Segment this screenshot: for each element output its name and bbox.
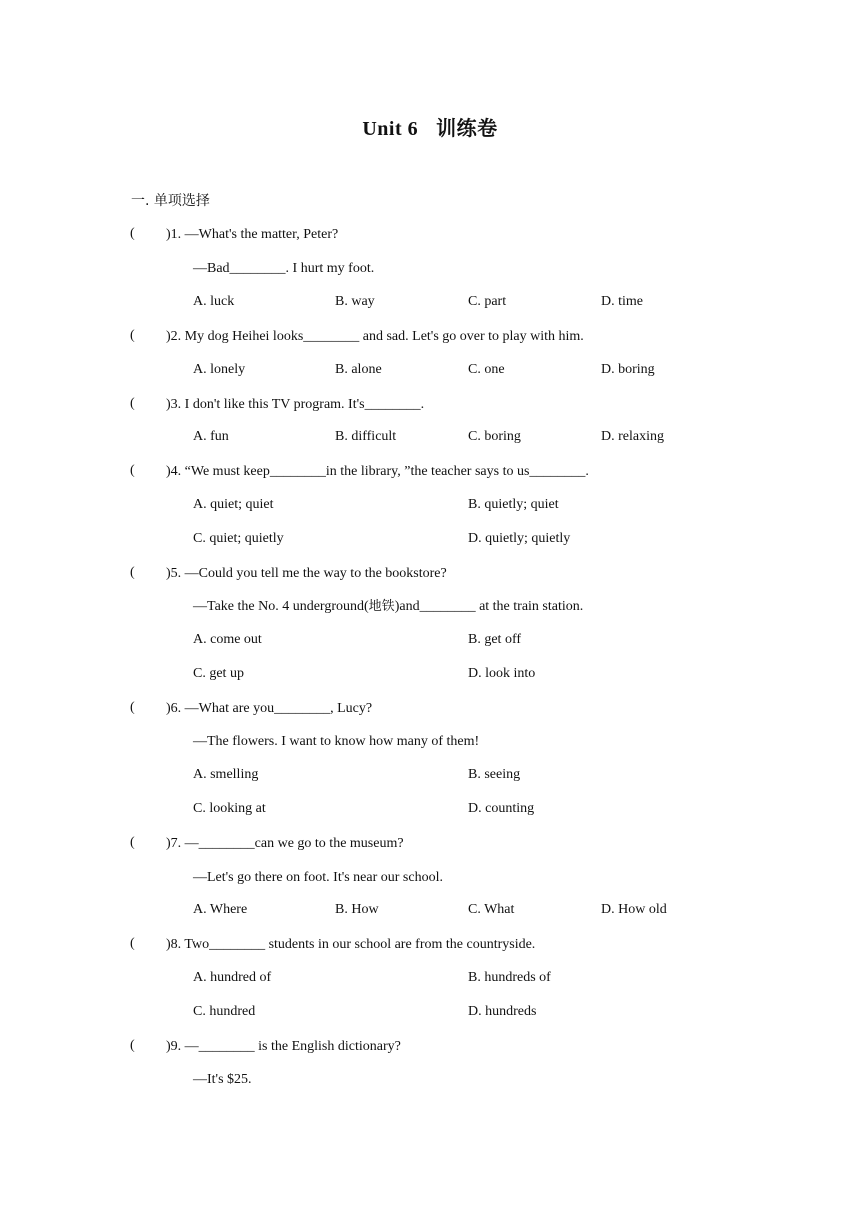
- question-5-option-d: D. look into: [468, 666, 536, 681]
- question-5-option-a: A. come out: [193, 632, 262, 647]
- question-6-option-a: A. smelling: [193, 767, 259, 782]
- answer-paren: (: [130, 463, 135, 478]
- answer-paren: (: [130, 936, 135, 951]
- question-5-sub-chinese: 地铁: [368, 599, 395, 614]
- question-2-option-a: A. lonely: [193, 362, 246, 377]
- question-2-option-c: C. one: [468, 362, 505, 377]
- question-5-stem: )5. —Could you tell me the way to the bookstore?: [166, 566, 447, 581]
- question-6-option-b: B. seeing: [468, 767, 521, 782]
- question-4-option-d: D. quietly; quietly: [468, 531, 571, 546]
- question-8-option-a: A. hundred of: [193, 970, 272, 985]
- question-8-option-c: C. hundred: [193, 1004, 256, 1019]
- answer-paren: (: [130, 396, 135, 411]
- answer-paren: (: [130, 226, 135, 241]
- question-7-option-a: A. Where: [193, 902, 248, 917]
- answer-paren: (: [130, 1038, 135, 1053]
- question-3-option-d: D. relaxing: [601, 429, 664, 444]
- answer-paren: (: [130, 700, 135, 715]
- question-6-option-d: D. counting: [468, 801, 535, 816]
- question-4-stem: )4. “We must keep________in the library, ”the teacher says to us________.: [166, 464, 589, 479]
- answer-paren: (: [130, 565, 135, 580]
- question-5-sub-part-a: —Take the No. 4 underground(: [193, 599, 369, 614]
- question-8-option-b: B. hundreds of: [468, 970, 551, 985]
- question-9-stem: )9. —________ is the English dictionary?: [166, 1039, 401, 1054]
- question-3-stem: )3. I don't like this TV program. It's________.: [166, 397, 425, 412]
- section-heading: 一. 单项选择: [131, 193, 210, 209]
- question-7-option-c: C. What: [468, 902, 515, 917]
- question-5-sub-part-b: )and________ at the train station.: [394, 599, 584, 614]
- question-5-option-c: C. get up: [193, 666, 244, 681]
- page-title: [0, 112, 860, 141]
- question-1-option-b: B. way: [335, 294, 375, 309]
- question-1-option-d: D. time: [601, 294, 643, 309]
- answer-paren: (: [130, 835, 135, 850]
- question-2-stem: )2. My dog Heihei looks________ and sad. Let's go over to play with him.: [166, 329, 584, 344]
- question-6-sub: —The flowers. I want to know how many of them!: [193, 734, 480, 749]
- question-7-option-d: D. How old: [601, 902, 667, 917]
- question-6-stem: )6. —What are you________, Lucy?: [166, 701, 373, 716]
- question-7-option-b: B. How: [335, 902, 379, 917]
- question-6-option-c: C. looking at: [193, 801, 266, 816]
- answer-paren: (: [130, 328, 135, 343]
- question-4-option-c: C. quiet; quietly: [193, 531, 284, 546]
- question-2-option-d: D. boring: [601, 362, 655, 377]
- question-1-option-c: C. part: [468, 294, 507, 309]
- title-zh: 训练卷: [436, 116, 498, 140]
- question-7-sub: —Let's go there on foot. It's near our school.: [193, 870, 443, 885]
- question-1-sub: —Bad________. I hurt my foot.: [193, 261, 375, 276]
- question-3-option-c: C. boring: [468, 429, 521, 444]
- question-9-sub: —It's $25.: [193, 1072, 252, 1087]
- question-5-option-b: B. get off: [468, 632, 522, 647]
- question-2-option-b: B. alone: [335, 362, 382, 377]
- question-3-option-a: A. fun: [193, 429, 229, 444]
- question-5-sub: [193, 598, 583, 616]
- question-8-stem: )8. Two________ students in our school are from the countryside.: [166, 937, 536, 952]
- question-7-stem: )7. —________can we go to the museum?: [166, 836, 404, 851]
- question-1-stem: )1. —What's the matter, Peter?: [166, 227, 339, 242]
- question-8-option-d: D. hundreds: [468, 1004, 537, 1019]
- question-3-option-b: B. difficult: [335, 429, 397, 444]
- title-en: Unit 6: [362, 118, 419, 140]
- question-1-option-a: A. luck: [193, 294, 235, 309]
- question-4-option-b: B. quietly; quiet: [468, 497, 559, 512]
- question-4-option-a: A. quiet; quiet: [193, 497, 274, 512]
